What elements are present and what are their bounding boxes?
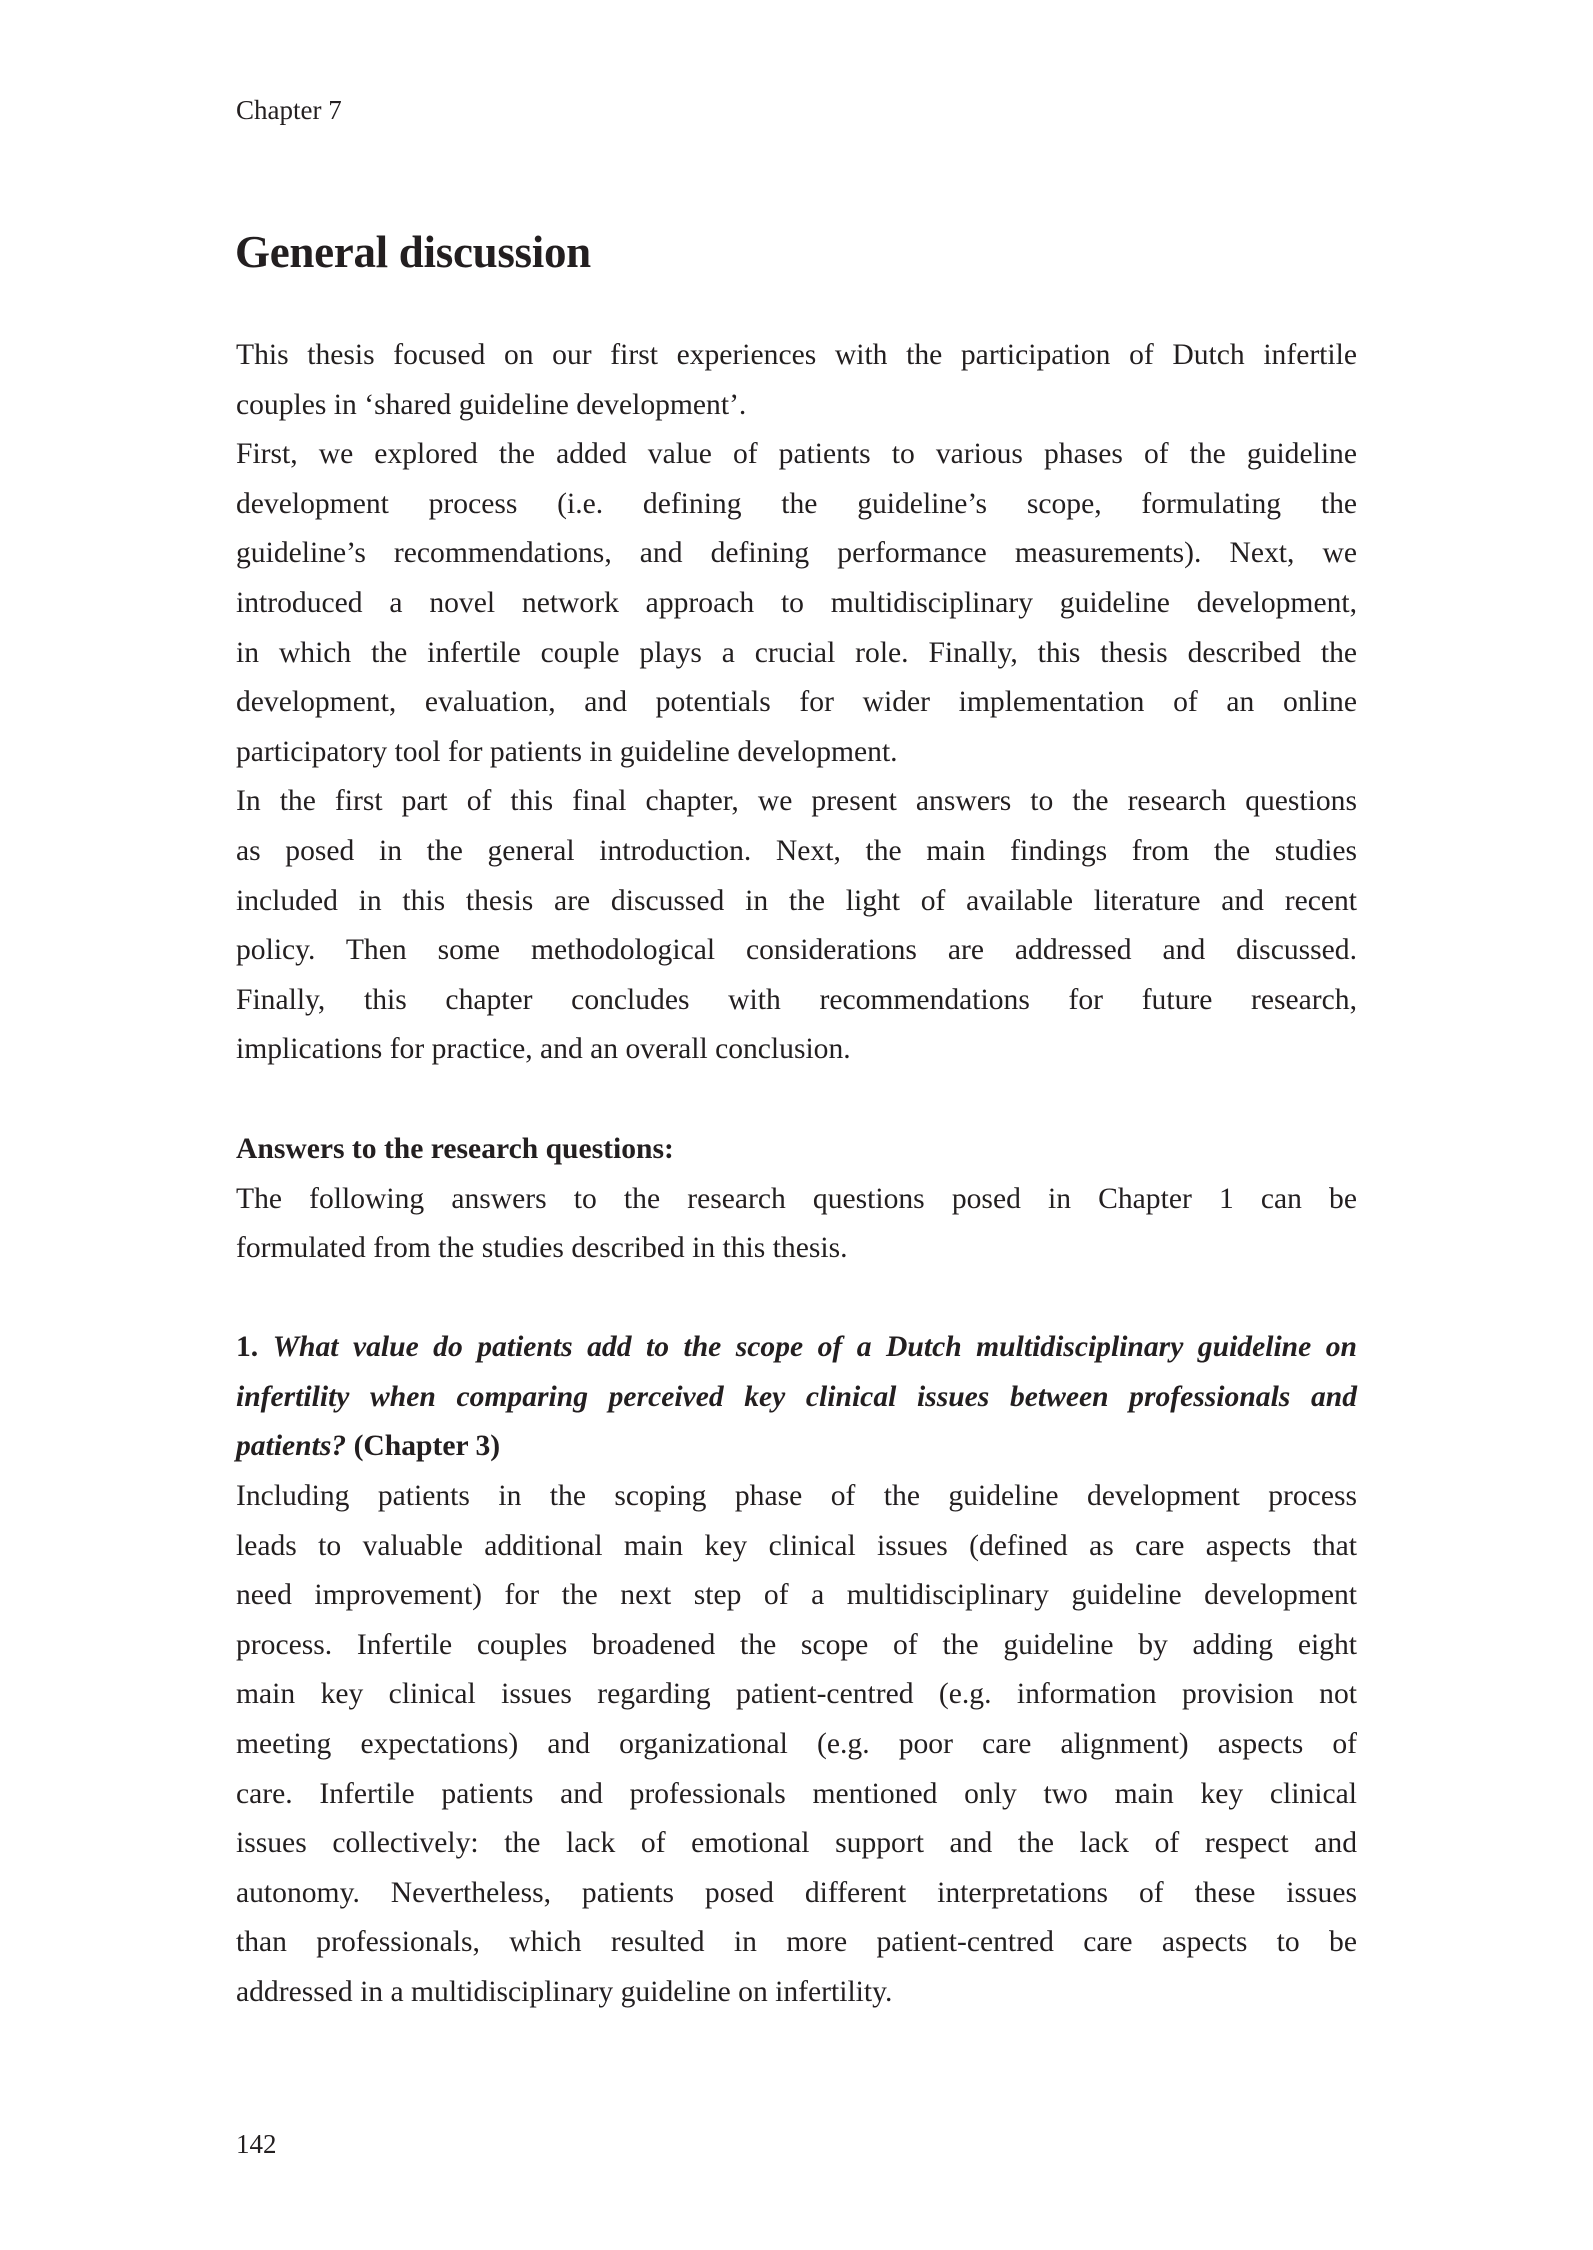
- question-line: infertility when comparing perceived key clinical issues between professionals and: [236, 1380, 1357, 1413]
- answer-line: care. Infertile patients and professionals mentioned only two main key clinical: [236, 1777, 1357, 1810]
- answer-line: need improvement) for the next step of a multidisciplinary guideline development: [236, 1579, 1357, 1612]
- question-number: 1.: [236, 1331, 259, 1363]
- answers-lead-line: The following answers to the research questions posed in Chapter 1 can be: [236, 1182, 1357, 1215]
- running-head: Chapter 7: [236, 95, 342, 125]
- question-text: patients?: [236, 1430, 347, 1463]
- answer-line: autonomy. Nevertheless, patients posed different interpretations of these issues: [236, 1876, 1357, 1909]
- question-1: [236, 1323, 1357, 1472]
- intro-line: participatory tool for patients in guideline development.: [236, 735, 898, 768]
- intro-line: in which the infertile couple plays a crucial role. Finally, this thesis described the: [236, 636, 1357, 669]
- section-heading: Answers to the research questions:: [236, 1133, 674, 1165]
- answer-line: meeting expectations) and organizational (e.g. poor care alignment) aspects of: [236, 1727, 1357, 1760]
- page-number: 142: [236, 2129, 277, 2159]
- intro-line: as posed in the general introduction. Next, the main findings from the studies: [236, 834, 1357, 867]
- intro-line: In the first part of this final chapter, we present answers to the research questions: [236, 785, 1357, 818]
- intro-line: policy. Then some methodological considerations are addressed and discussed.: [236, 934, 1357, 967]
- intro-paragraphs: [236, 331, 1357, 1075]
- intro-line: guideline’s recommendations, and defining performance measurements). Next, we: [236, 537, 1357, 570]
- intro-line: development process (i.e. defining the guideline’s scope, formulating the: [236, 487, 1357, 520]
- intro-line: Finally, this chapter concludes with recommendations for future research,: [236, 983, 1357, 1016]
- answer-line: than professionals, which resulted in more patient-centred care aspects to be: [236, 1926, 1357, 1959]
- question-text: What value do patients add to the scope of a Dutch multidisciplinary guideline on: [272, 1331, 1357, 1363]
- answer-line: main key clinical issues regarding patient-centred (e.g. information provision not: [236, 1678, 1357, 1711]
- answer-line: process. Infertile couples broadened the scope of the guideline by adding eight: [236, 1628, 1357, 1661]
- answer-line: leads to valuable additional main key clinical issues (defined as care aspects that: [236, 1529, 1357, 1562]
- intro-line: development, evaluation, and potentials for wider implementation of an online: [236, 686, 1357, 719]
- intro-line: introduced a novel network approach to multidisciplinary guideline development,: [236, 586, 1357, 619]
- intro-line: couples in ‘shared guideline development’.: [236, 388, 747, 421]
- chapter-title: General discussion: [235, 227, 591, 277]
- chapter-reference: (Chapter 3): [353, 1430, 501, 1463]
- intro-line: This thesis focused on our first experiences with the participation of Dutch infertile: [236, 339, 1357, 371]
- intro-line: included in this thesis are discussed in the light of available literature and recent: [236, 884, 1357, 917]
- answers-section: [236, 1125, 1357, 1274]
- intro-line: First, we explored the added value of patients to various phases of the guideline: [236, 438, 1357, 471]
- question-line: [236, 1422, 1357, 1472]
- answer-1: [236, 1472, 1357, 2018]
- answer-line: issues collectively: the lack of emotional support and the lack of respect and: [236, 1827, 1357, 1860]
- intro-line: implications for practice, and an overall conclusion.: [236, 1033, 851, 1066]
- answers-lead-line: formulated from the studies described in this thesis.: [236, 1232, 848, 1265]
- answer-line: addressed in a multidisciplinary guideline on infertility.: [236, 1975, 893, 2008]
- answer-line: Including patients in the scoping phase of the guideline development process: [236, 1480, 1357, 1512]
- question-line: [236, 1323, 1357, 1373]
